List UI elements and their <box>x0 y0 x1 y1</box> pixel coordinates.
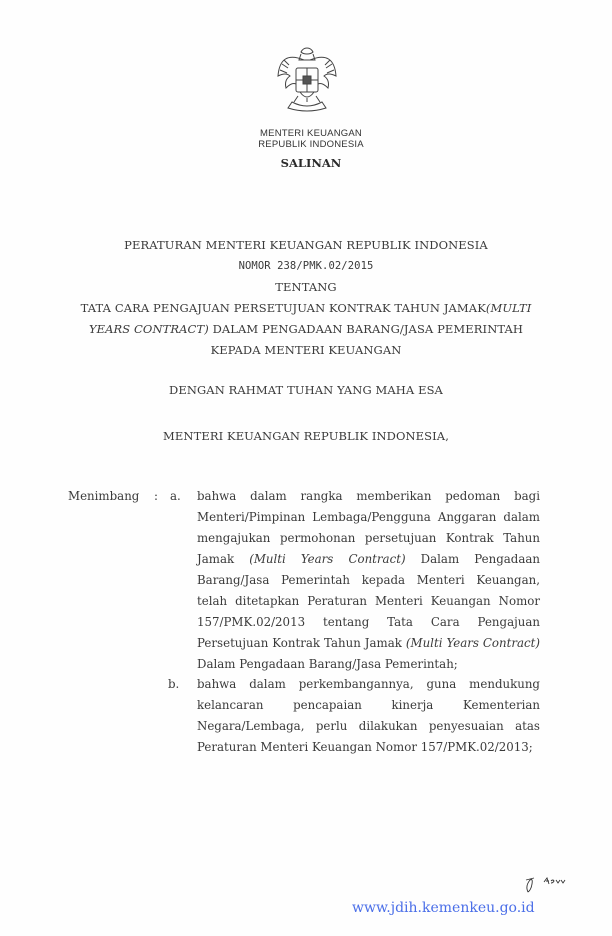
subject-line-3: KEPADA MENTERI KEUANGAN <box>210 343 402 357</box>
subject-line-1-italic: (MULTI <box>485 301 532 315</box>
item-a-line: bahwa dalam rangka memberikan pedoman bagi <box>197 489 540 503</box>
item-b-line: Peraturan Menteri Keuangan Nomor 157/PMK.02/2013; <box>197 740 533 754</box>
item-b-line: Negara/Lembaga, perlu dilakukan penyesuaian atas <box>197 719 540 733</box>
item-a-line <box>197 549 540 570</box>
item-a-text: Dalam Pengadaan <box>420 552 541 566</box>
consideration-item-b <box>197 674 540 758</box>
item-a-line: Menteri/Pimpinan Lembaga/Pengguna Anggaran dalam <box>197 510 540 524</box>
item-a-text: Persetujuan Kontrak Tahun Jamak <box>197 636 406 650</box>
item-a-italic: (Multi Years Contract) <box>405 636 540 650</box>
item-b-line: kelancaran pencapaian kinerja Kementerian <box>197 698 540 712</box>
considerations-label: Menimbang <box>68 489 140 503</box>
subject-line-2-italic: YEARS CONTRACT) <box>88 322 209 336</box>
initial-signature-icon <box>520 872 580 896</box>
subject-line-2-text: DALAM PENGADAAN BARANG/JASA PEMERINTAH <box>208 322 524 336</box>
item-a-text: Jamak <box>197 552 235 566</box>
consideration-item-a <box>197 486 540 675</box>
ministry-line1: MENTERI KEUANGAN <box>260 128 362 139</box>
ministry-header <box>200 128 422 150</box>
considerations-colon: : <box>154 489 158 503</box>
source-url-link[interactable]: www.jdih.kemenkeu.go.id <box>352 900 535 916</box>
item-a-letter: a. <box>170 489 181 503</box>
garuda-emblem-icon <box>274 42 340 124</box>
copy-label: SALINAN <box>280 156 342 170</box>
item-a-line: telah ditetapkan Peraturan Menteri Keuangan Nomor <box>197 594 540 608</box>
about-label: TENTANG <box>275 280 337 294</box>
subject-line-1-text: TATA CARA PENGAJUAN PERSETUJUAN KONTRAK TAHUN JAMAK <box>80 301 486 315</box>
item-a-line: Dalam Pengadaan Barang/Jasa Pemerintah; <box>197 657 458 671</box>
regulation-title: PERATURAN MENTERI KEUANGAN REPUBLIK INDONESIA <box>124 238 488 252</box>
item-b-line: bahwa dalam perkembangannya, guna mendukung <box>197 677 540 691</box>
subject-line-1 <box>40 298 572 318</box>
issuer: MENTERI KEUANGAN REPUBLIK INDONESIA, <box>163 429 449 443</box>
ministry-line2: REPUBLIK INDONESIA <box>258 139 364 150</box>
item-a-line: 157/PMK.02/2013 tentang Tata Cara Pengajuan <box>197 615 540 629</box>
item-b-letter: b. <box>168 677 180 691</box>
invocation: DENGAN RAHMAT TUHAN YANG MAHA ESA <box>169 383 443 397</box>
regulation-number: NOMOR 238/PMK.02/2015 <box>238 260 374 272</box>
item-a-italic: (Multi Years Contract) <box>249 552 406 566</box>
item-a-line <box>197 633 540 654</box>
item-a-line: Barang/Jasa Pemerintah kepada Menteri Keuangan, <box>197 573 540 587</box>
subject-line-2 <box>40 319 572 339</box>
item-a-line: mengajukan permohonan persetujuan Kontrak Tahun <box>197 531 540 545</box>
